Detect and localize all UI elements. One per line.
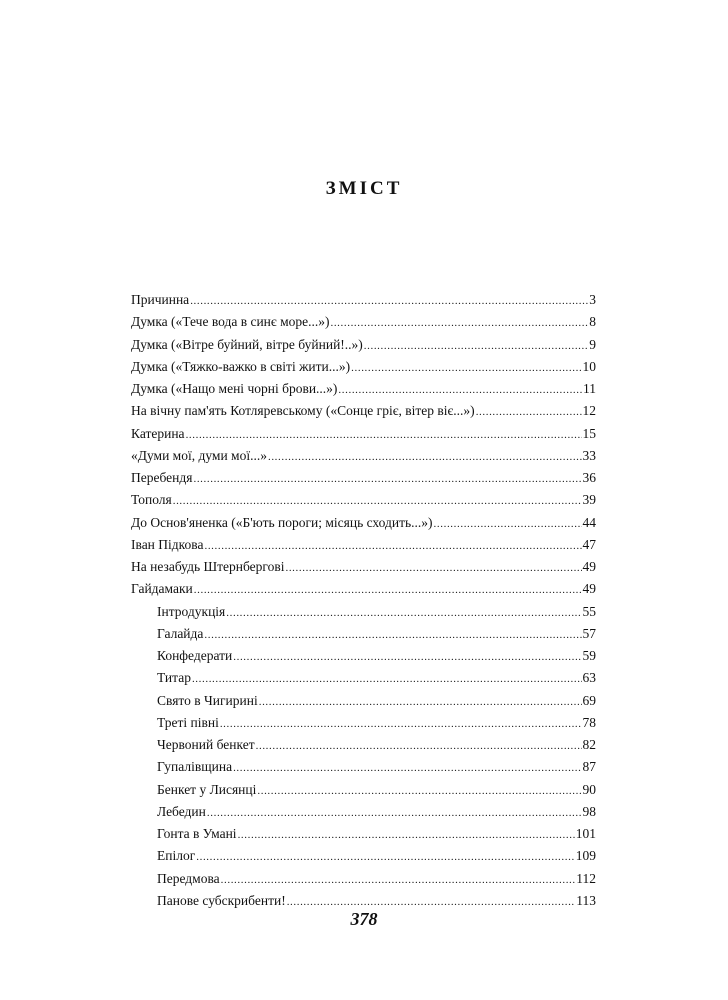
toc-entry-title: Причинна (131, 292, 190, 307)
table-of-contents (131, 289, 596, 912)
toc-entry-page: 113 (576, 892, 596, 908)
toc-dot-leader (220, 713, 582, 735)
toc-entry (131, 423, 596, 445)
toc-entry-page: 36 (582, 470, 596, 485)
toc-dot-leader (364, 335, 588, 357)
toc-dot-leader (207, 802, 582, 824)
toc-dot-leader (221, 869, 576, 891)
toc-entry-page: 39 (582, 492, 596, 508)
toc-subentry (131, 667, 596, 689)
toc-dot-leader (226, 602, 581, 624)
toc-entry-page: 10 (582, 358, 596, 374)
toc-dot-leader (257, 780, 581, 802)
toc-subentry (131, 801, 596, 823)
toc-dot-leader (204, 624, 581, 646)
toc-dot-leader (204, 535, 581, 557)
toc-entry-page: 44 (582, 514, 596, 530)
toc-entry-page: 59 (582, 648, 596, 663)
toc-entry-page: 8 (589, 314, 596, 330)
toc-entry-title: Думка («Тече вода в синє море...») (131, 314, 330, 330)
toc-subentry (131, 845, 596, 867)
toc-entry (131, 311, 596, 333)
toc-entry-title: Свято в Чигирині (157, 692, 258, 708)
toc-entry-page: 101 (575, 826, 596, 841)
toc-entry (131, 400, 596, 422)
toc-entry-page: 112 (576, 870, 596, 886)
toc-entry (131, 578, 596, 600)
toc-subentry (131, 756, 596, 778)
toc-dot-leader (330, 312, 588, 334)
toc-entry-title: Треті півні (157, 714, 219, 730)
toc-subentry (131, 734, 596, 756)
toc-dot-leader (268, 446, 582, 468)
toc-subentry (131, 645, 596, 667)
toc-entry-title: До Основ'яненка («Б'ють пороги; місяць сходить...») (131, 514, 433, 530)
page-number: 378 (350, 909, 378, 929)
toc-entry (131, 445, 596, 467)
toc-entry-title: Тополя (131, 492, 172, 508)
toc-entry-page: 63 (582, 670, 596, 686)
toc-entry-title: Епілог (157, 848, 196, 864)
toc-entry-page: 49 (582, 581, 596, 597)
toc-dot-leader (476, 401, 582, 423)
toc-dot-leader (256, 735, 582, 757)
toc-entry (131, 356, 596, 378)
toc-entry-page: 9 (589, 336, 596, 352)
toc-entry-page: 69 (582, 692, 596, 708)
toc-entry-title: Думка («Тяжко-важко в світі жити...») (131, 358, 351, 374)
toc-entry-title: Катерина (131, 425, 185, 441)
toc-entry-page: 82 (582, 737, 596, 752)
toc-dot-leader (238, 824, 575, 846)
toc-entry-page: 33 (582, 447, 596, 463)
toc-entry-title: Конфедерати (157, 648, 233, 663)
toc-entry-title: Іван Підкова (131, 536, 204, 552)
toc-subentry (131, 601, 596, 623)
toc-dot-leader (351, 357, 581, 379)
toc-dot-leader (233, 757, 581, 779)
toc-entry-title: Титар (157, 670, 191, 686)
toc-entry-title: Червоний бенкет (157, 737, 255, 752)
toc-entry-page: 78 (582, 714, 596, 730)
toc-entry-page: 55 (582, 603, 596, 619)
toc-dot-leader (173, 490, 582, 512)
toc-entry-title: На вічну пам'ять Котляревському («Сонце гріє, вітер віє...») (131, 403, 475, 419)
toc-dot-leader (259, 691, 582, 713)
toc-entry-page: 47 (582, 536, 596, 552)
toc-entry-page: 87 (582, 759, 596, 775)
toc-dot-leader (285, 557, 581, 579)
toc-subentry (131, 712, 596, 734)
toc-dot-leader (192, 668, 582, 690)
toc-dot-leader (196, 846, 575, 868)
toc-dot-leader (233, 646, 581, 668)
toc-dot-leader (186, 424, 582, 446)
toc-entry-title: Гонта в Умані (157, 826, 237, 841)
toc-entry-title: Бенкет у Лисянці (157, 781, 257, 797)
toc-entry-title: «Думи мої, думи мої...» (131, 447, 267, 463)
toc-entry (131, 512, 596, 534)
toc-entry (131, 556, 596, 578)
toc-subentry (131, 823, 596, 845)
toc-entry (131, 378, 596, 400)
toc-dot-leader (194, 579, 582, 601)
toc-entry-page: 57 (582, 625, 596, 641)
toc-subentry (131, 690, 596, 712)
toc-entry-title: Панове субскрибенти! (157, 892, 286, 908)
toc-entry-title: Передмова (157, 870, 220, 886)
toc-dot-leader (434, 513, 582, 535)
toc-subentry (131, 779, 596, 801)
toc-entry-page: 109 (575, 848, 596, 864)
toc-entry (131, 289, 596, 311)
toc-dot-leader (190, 290, 588, 312)
toc-entry (131, 334, 596, 356)
toc-entry-title: Лебедин (157, 803, 206, 819)
toc-entry-title: Думка («Нащо мені чорні брови...») (131, 381, 338, 396)
toc-entry-page: 15 (582, 425, 596, 441)
toc-subentry (131, 623, 596, 645)
toc-entry-title: Гайдамаки (131, 581, 193, 597)
toc-entry-title: На незабудь Штернбергові (131, 559, 285, 574)
toc-dot-leader (338, 379, 582, 401)
toc-entry-page: 98 (582, 803, 596, 819)
toc-entry (131, 489, 596, 511)
toc-entry-page: 49 (582, 559, 596, 574)
page-title: ЗМІСТ (325, 178, 403, 199)
toc-entry-page: 3 (589, 292, 596, 307)
toc-entry-title: Думка («Вітре буйний, вітре буйний!..») (131, 336, 363, 352)
toc-dot-leader (193, 468, 581, 490)
toc-entry-title: Перебендя (131, 470, 193, 485)
toc-entry-page: 11 (583, 381, 596, 396)
toc-entry-page: 90 (582, 781, 596, 797)
toc-entry (131, 467, 596, 489)
toc-entry-title: Галайда (157, 625, 204, 641)
toc-entry (131, 534, 596, 556)
toc-entry-title: Інтродукція (157, 603, 226, 619)
toc-subentry (131, 868, 596, 890)
toc-entry-title: Гупалівщина (157, 759, 233, 775)
toc-entry-page: 12 (582, 403, 596, 419)
